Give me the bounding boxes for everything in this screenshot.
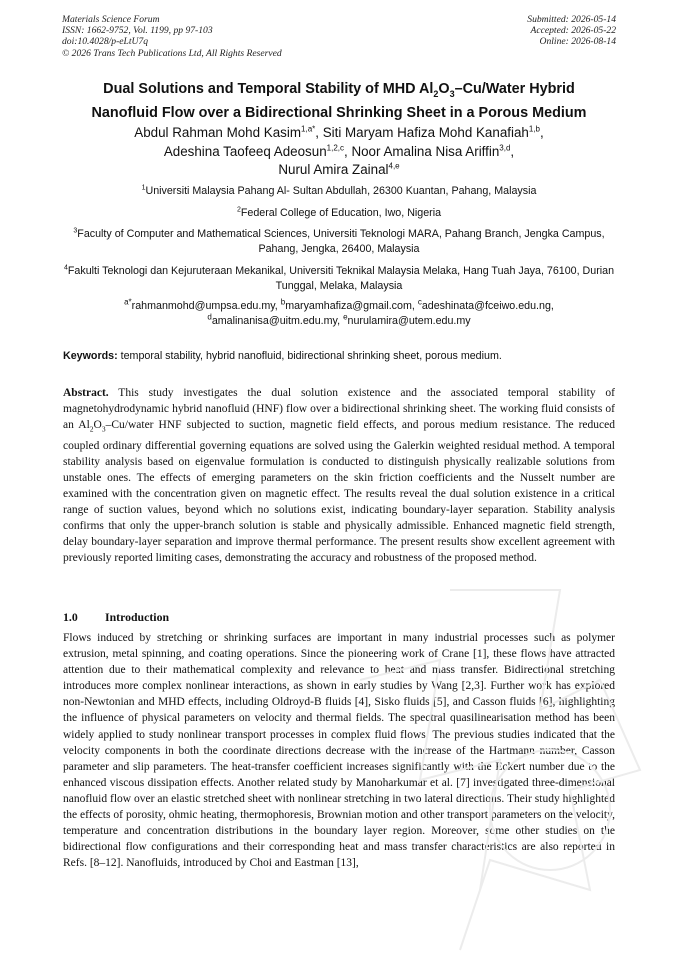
paper-title bbox=[40, 80, 638, 123]
abstract-oxygen: O bbox=[93, 419, 102, 432]
title-subscript-3: 3 bbox=[449, 88, 455, 99]
affiliation-marker: 4 bbox=[63, 263, 68, 271]
title-oxygen: O bbox=[438, 81, 450, 97]
email-separator: , bbox=[337, 315, 344, 327]
affiliation-text: Universiti Malaysia Pahang Al- Sultan Abdullah, 26300 Kuantan, Pahang, Malaysia bbox=[145, 185, 537, 197]
accepted-date: Accepted: 2026-05-22 bbox=[530, 25, 616, 37]
keywords bbox=[63, 349, 618, 363]
author-email[interactable] bbox=[343, 312, 471, 327]
author-separator: , bbox=[539, 125, 544, 140]
section-heading bbox=[63, 609, 169, 625]
abstract-label: Abstract. bbox=[63, 387, 109, 399]
running-header-left bbox=[62, 14, 282, 59]
author-list bbox=[40, 124, 638, 180]
title-line1-post: –Cu/Water Hybrid bbox=[454, 81, 575, 97]
journal-name: Materials Science Forum bbox=[62, 14, 160, 25]
abstract bbox=[63, 385, 615, 566]
author-name: Abdul Rahman Mohd Kasim bbox=[134, 125, 302, 140]
email-separator: , bbox=[411, 300, 418, 312]
affiliation bbox=[55, 264, 623, 294]
doi-line: doi:10.4028/p-eLtU7q bbox=[62, 36, 149, 48]
affiliation-text: Federal College of Education, Iwo, Nigeria bbox=[240, 206, 442, 219]
email-marker: d bbox=[207, 312, 212, 322]
author-separator: , bbox=[510, 143, 515, 159]
affiliation bbox=[55, 184, 623, 199]
title-line1-pre: Dual Solutions and Temporal Stability of MHD Al bbox=[103, 81, 434, 97]
email-marker: a* bbox=[124, 297, 132, 307]
author-name: Siti Maryam Hafiza Mohd Kanafiah bbox=[322, 125, 529, 140]
abstract-text-part2: –Cu/water HNF subjected to suction, magnetic field effects, and porous medium resistance. The reduced coupled ordinary differential governing equations are solved using the Galerkin weighted residual method. A temporal stability analysis based on eigenvalue formulation is conducted to distinguish physically realizable solutions from unstable ones. The effects of emerging parameters on the skin friction coefficients and the Nusselt number are examined with the concentration given on magnetic effect. The results reveal the dual solution existence in a critical range of suction values, beyond which no solutions exist, indicating boundary-layer separation. Stability analysis confirms that only the upper-branch solution is stable and physically admissible. Enhanced magnetic field strength, delay boundary-layer separation and improve thermal performance. The present results show excellent agreement with previously reported limiting cases, demonstrating the accuracy and robustness of the proposed method. bbox=[63, 419, 615, 565]
affiliation-marker: 2 bbox=[236, 205, 241, 213]
keywords-text: temporal stability, hybrid nanofluid, bidirectional shrinking sheet, porous medium. bbox=[120, 350, 502, 362]
email-address: maryamhafiza@gmail.com bbox=[285, 300, 412, 312]
email-address: amalinanisa@uitm.edu.my bbox=[211, 315, 338, 327]
online-date: Online: 2026-08-14 bbox=[539, 36, 616, 48]
email-separator: , bbox=[274, 300, 281, 312]
email-list bbox=[55, 299, 623, 329]
running-header-right bbox=[527, 14, 616, 48]
author-affil-marker: 1,a* bbox=[301, 124, 316, 134]
author-separator: , bbox=[343, 143, 352, 159]
abstract-subscript-3: 3 bbox=[101, 424, 106, 434]
author-affil-marker: 1,2,c bbox=[326, 143, 344, 153]
author-name: Nurul Amira Zainal bbox=[278, 162, 389, 177]
affiliation bbox=[55, 206, 623, 221]
title-line2: Nanofluid Flow over a Bidirectional Shrinking Sheet in a Porous Medium bbox=[91, 104, 587, 121]
introduction-paragraph: Flows induced by stretching or shrinking surfaces are important in many industrial processes such as polymer extrusion, metal spinning, and coating operations. Since the pioneering work of Crane [1], these flows have attracted attention due to their mathematical complexity and relevance to heat and mass transfer. Bidirectional stretching introduces more complex nonlinear interactions, as shown in early studies by Wang [2,3]. Further work has explored non-Newtonian and MHD effects, including Oldroyd-B fluids [4], Sisko fluids [5], and Casson fluids [6], highlighting the influence of physical parameters on velocity and thermal fields. The spectral quasilinearisation method has been widely applied to study nonlinear transport processes in complex fluid flows. The previous studies indicated that the velocity components in both the coordinate directions decrease with the increase of the Hartmann number, Casson parameter and slip parameters. The heat-transfer coefficient increases significantly with the Eckert number due to the enhanced viscous dissipation effects. Another related study by Manoharkumar et al. [7] investigated three-dimensional nanofluid flow over an elastic stretched sheet with nonlinear stretching in two lateral directions. Their study highlighted the effects of porosity, ohmic heating, thermophoresis, Brownian motion and other transport parameters on the velocity, temperature and concentration distributions in the boundary layer region. Moreover, some other studies on the bidirectional flow configurations and their corresponding heat and mass transfer characteristics are also reported in Refs. [8–12]. Nanofluids, introduced by Choi and Eastman [13], bbox=[63, 632, 615, 870]
author-affil-marker: 4,e bbox=[388, 161, 400, 171]
author-email[interactable] bbox=[417, 297, 554, 312]
author-email[interactable] bbox=[124, 297, 275, 312]
email-address: nurulamira@utem.edu.my bbox=[347, 315, 471, 327]
section-number: 1.0 bbox=[63, 610, 78, 624]
submitted-date: Submitted: 2026-05-14 bbox=[527, 14, 616, 25]
affiliation-marker: 1 bbox=[141, 184, 146, 192]
author-name: Adeshina Taofeeq Adeosun bbox=[163, 143, 327, 159]
email-address: adeshinata@fceiwo.edu.ng, bbox=[421, 300, 554, 312]
author-name: Noor Amalina Nisa Ariffin bbox=[351, 143, 500, 159]
author-email[interactable] bbox=[207, 312, 338, 327]
email-marker: c bbox=[417, 297, 422, 307]
affiliation-text: Faculty of Computer and Mathematical Sciences, Universiti Teknologi MARA, Pahang Branch, Jengka Campus, Pahang, Jengka, 26400, Malaysia bbox=[77, 228, 605, 255]
abstract-text-part1: This study investigates the dual solution existence and the associated temporal stability of magnetohydrodynamic hybrid nanofluid (HNF) flow over a bidirectional shrinking sheet. The working fluid consists of an Al bbox=[63, 387, 615, 432]
abstract-subscript-2: 2 bbox=[89, 424, 94, 434]
author-affil-marker: 1,b bbox=[528, 124, 540, 134]
email-marker: e bbox=[343, 312, 348, 322]
section-title: Introduction bbox=[105, 610, 170, 624]
author-affil-marker: 3,d bbox=[499, 143, 511, 153]
issn-line: ISSN: 1662-9752, Vol. 1199, pp 97-103 bbox=[62, 25, 213, 37]
email-address: rahmanmohd@umpsa.edu.my bbox=[131, 300, 275, 312]
affiliation-text: Fakulti Teknologi dan Kejuruteraan Mekanikal, Universiti Teknikal Malaysia Melaka, Hang Tuah Jaya, 76100, Durian Tunggal, Melaka, Malaysia bbox=[67, 264, 615, 292]
title-subscript-2: 2 bbox=[433, 88, 439, 99]
keywords-label: Keywords: bbox=[63, 350, 118, 362]
author-separator: , bbox=[315, 125, 323, 140]
email-marker: b bbox=[280, 297, 286, 307]
affiliation-list bbox=[55, 184, 623, 300]
author-email[interactable] bbox=[280, 297, 412, 312]
affiliation-marker: 3 bbox=[73, 227, 78, 235]
affiliation bbox=[55, 227, 623, 257]
copyright-line: © 2026 Trans Tech Publications Ltd, All Rights Reserved bbox=[62, 47, 282, 59]
